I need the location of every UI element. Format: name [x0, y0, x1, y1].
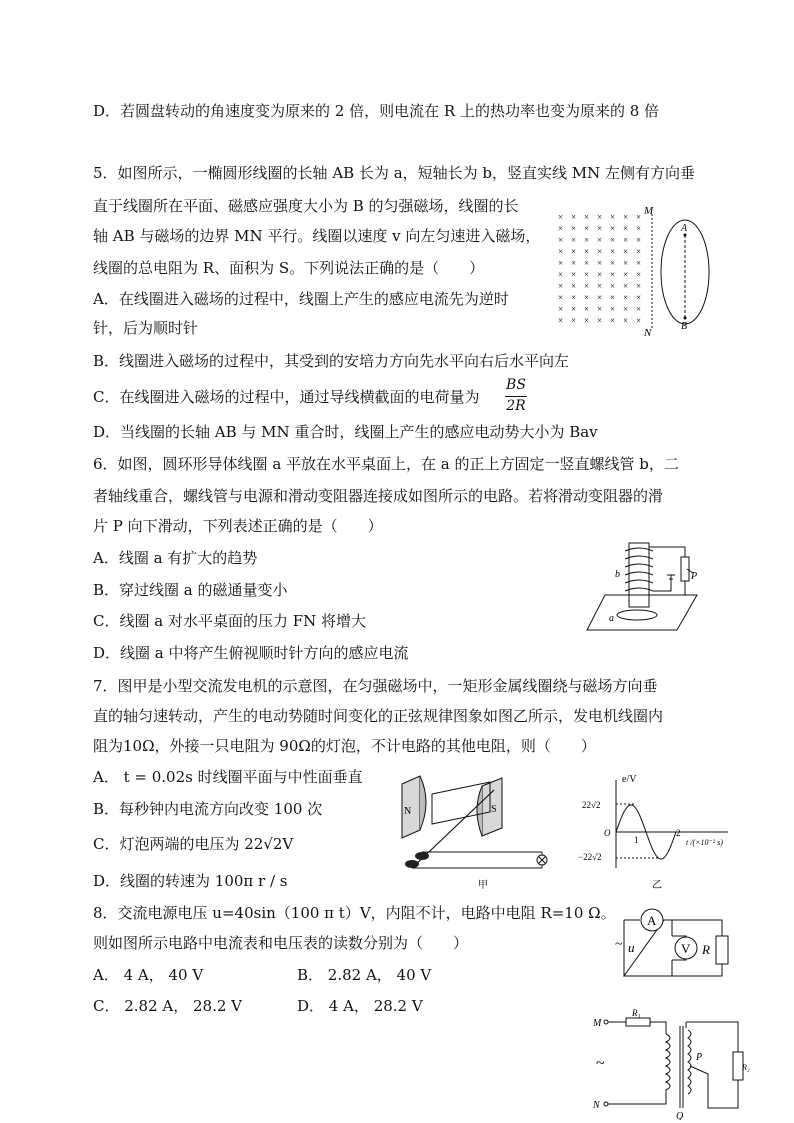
label-p: P	[696, 1052, 703, 1063]
field-cross: ×	[571, 269, 577, 280]
q7-emf-graph	[560, 772, 740, 892]
q7-option-a: A． t = 0.02s 时线圈平面与中性面垂直	[93, 768, 363, 786]
field-cross: ×	[636, 246, 642, 257]
field-cross: ×	[636, 292, 642, 303]
field-cross: ×	[584, 292, 590, 303]
field-cross: ×	[636, 258, 642, 268]
q5-option-b: B．线圈进入磁场的过程中，其受到的安培力方向先水平向右后水平向左	[93, 352, 570, 370]
label-a: A	[681, 223, 688, 234]
field-cross: ×	[584, 315, 590, 326]
field-cross: ×	[636, 235, 642, 245]
field-cross: ×	[636, 315, 642, 326]
y-min-label: −22√2	[578, 852, 602, 862]
field-cross: ×	[558, 235, 564, 245]
field-cross: ×	[597, 304, 603, 314]
q7-stem-1: 7．图甲是小型交流发电机的示意图，在匀强磁场中，一矩形金属线圈绕与磁场方向垂	[93, 677, 658, 695]
source-label: u	[628, 940, 635, 955]
field-cross: ×	[597, 246, 603, 257]
q5-option-c: C．在线圈进入磁场的过程中，通过导线横截面的电荷量为	[93, 388, 480, 406]
q5-stem-2: 直于线圈所在平面、磁感应强度大小为 B 的匀强磁场，线圈的长	[93, 197, 519, 215]
field-cross: ×	[610, 212, 616, 222]
field-cross: ×	[558, 292, 564, 303]
slip-ring-2	[405, 860, 419, 868]
field-cross: ×	[623, 304, 629, 314]
field-cross: ×	[571, 235, 577, 245]
ac-source-symbol: ~	[615, 937, 623, 952]
q5-option-a-1: A．在线圈进入磁场的过程中，线圈上产生的感应电流先为逆时	[93, 290, 509, 308]
field-cross: ×	[623, 258, 629, 268]
secondary-wires	[686, 1022, 738, 1108]
field-cross: ×	[610, 269, 616, 280]
field-cross: ×	[584, 281, 590, 291]
q9-transformer-circuit	[588, 1008, 758, 1120]
field-cross: ×	[597, 212, 603, 222]
resistor-r	[716, 936, 728, 964]
field-cross: ×	[610, 235, 616, 245]
label-a: a	[609, 613, 614, 624]
label-n: N	[593, 1100, 600, 1111]
field-cross: ×	[584, 304, 590, 314]
field-cross: ×	[610, 315, 616, 326]
q5-stem-1: 5．如图所示，一椭圆形线圈的长轴 AB 长为 a，短轴长为 b，竖直实线 MN 左侧有方向垂	[93, 164, 696, 182]
voltmeter-label: V	[681, 941, 691, 956]
field-cross: ×	[610, 292, 616, 303]
field-cross: ×	[636, 269, 642, 280]
label-n: N	[404, 806, 412, 817]
caption-jia: 甲	[478, 880, 488, 891]
label-n: N	[644, 327, 652, 339]
ammeter-label: A	[647, 913, 657, 928]
caption-yi: 乙	[652, 880, 662, 891]
tick-2: 2	[676, 828, 681, 838]
q8-circuit	[612, 900, 742, 996]
field-cross: ×	[610, 281, 616, 291]
label-b: B	[681, 321, 688, 332]
ring-a	[617, 610, 657, 620]
field-cross: ×	[610, 258, 616, 268]
primary-wires	[608, 1022, 666, 1104]
field-cross: ×	[623, 281, 629, 291]
resistor-r1	[626, 1018, 650, 1026]
field-cross: ×	[597, 315, 603, 326]
label-p: P	[691, 571, 698, 582]
field-cross: ×	[571, 246, 577, 257]
q7-stem-2: 直的轴匀速转动，产生的电动势随时间变化的正弦规律图象如图乙所示，发电机线圈内	[93, 707, 664, 725]
label-m: M	[644, 205, 654, 217]
magnet-n-face	[420, 776, 426, 830]
external-wires	[412, 852, 542, 868]
field-cross: ×	[597, 258, 603, 268]
field-cross: ×	[558, 304, 564, 314]
q8-stem-2: 则如图所示电路中电流表和电压表的读数分别为（ ）	[93, 934, 469, 952]
field-cross: ×	[571, 315, 577, 326]
field-cross: ×	[571, 223, 577, 234]
ac-source-symbol: ~	[596, 1055, 605, 1072]
terminal-n	[604, 1102, 608, 1106]
slip-ring-1	[415, 852, 429, 860]
q7-option-c: C．灯泡两端的电压为 22√2V	[93, 835, 294, 853]
field-cross: ×	[610, 223, 616, 234]
tick-1: 1	[634, 835, 639, 845]
q6-option-b: B．穿过线圈 a 的磁通量变小	[93, 581, 288, 599]
table	[587, 595, 697, 630]
q5-stem-3: 轴 AB 与磁场的边界 MN 平行。线圈以速度 v 向左匀速进入磁场，	[93, 227, 541, 245]
label-r2: R₂	[742, 1063, 750, 1072]
field-cross: ×	[558, 246, 564, 257]
field-cross: ×	[558, 258, 564, 268]
q5-option-d: D．当线圈的长轴 AB 与 MN 重合时，线圈上产生的感应电动势大小为 Bav	[93, 423, 598, 441]
field-cross: ×	[571, 281, 577, 291]
resistor-label: R	[702, 942, 710, 957]
q8-option-d: D． 4 A， 28.2 V	[297, 997, 423, 1015]
q7-option-b: B．每秒钟内电流方向改变 100 次	[93, 800, 323, 818]
field-cross: ×	[558, 223, 564, 234]
q6-stem-1: 6．如图，圆环形导体线圈 a 平放在水平桌面上，在 a 的正上方固定一竖直螺线管 b，二	[93, 455, 679, 473]
field-cross: ×	[597, 235, 603, 245]
field-cross: ×	[584, 223, 590, 234]
field-cross: ×	[610, 246, 616, 257]
q8-option-a: A． 4 A， 40 V	[93, 966, 204, 984]
field-cross: ×	[623, 246, 629, 257]
magnetic-field-crosses	[558, 212, 641, 326]
field-cross: ×	[636, 212, 642, 222]
field-cross: ×	[597, 281, 603, 291]
field-cross: ×	[584, 246, 590, 257]
q4-option-d: D．若圆盘转动的角速度变为原来的 2 倍，则电流在 R 上的热功率也变为原来的 8 倍	[93, 102, 660, 120]
field-cross: ×	[623, 223, 629, 234]
q8-stem-1: 8．交流电源电压 u=40sin（100 π t）V，内阻不计，电路中电阻 R=10 Ω。	[93, 904, 616, 922]
y-max-label: 22√2	[582, 800, 601, 810]
field-cross: ×	[558, 269, 564, 280]
point-b	[684, 317, 687, 320]
field-cross: ×	[623, 315, 629, 326]
field-cross: ×	[558, 281, 564, 291]
field-cross: ×	[571, 212, 577, 222]
field-cross: ×	[584, 212, 590, 222]
field-cross: ×	[636, 281, 642, 291]
q5-figure	[550, 200, 730, 340]
field-cross: ×	[571, 292, 577, 303]
field-cross: ×	[597, 269, 603, 280]
field-cross: ×	[571, 304, 577, 314]
q6-figure	[585, 535, 705, 635]
q8-option-b: B． 2.82 A， 40 V	[297, 966, 432, 984]
q5-option-a-2: 针，后为顺时针	[93, 319, 199, 337]
q7-generator-figure	[392, 772, 572, 892]
q6-stem-3: 片 P 向下滑动，下列表述正确的是（ ）	[93, 517, 383, 535]
label-q: Q	[676, 1111, 684, 1120]
q6-option-a: A．线圈 a 有扩大的趋势	[93, 549, 258, 567]
q7-option-d: D．线圈的转速为 100π r / s	[93, 872, 288, 890]
q5-fraction-bar	[505, 396, 527, 397]
transformer-coil	[666, 1030, 691, 1094]
label-r1: R₁	[632, 1008, 641, 1018]
label-s: S	[491, 804, 497, 815]
label-m: M	[593, 1018, 602, 1029]
origin-label: O	[604, 828, 611, 838]
q6-option-d: D．线圈 a 中将产生俯视顺时针方向的感应电流	[93, 644, 409, 662]
q5-fraction-numerator: BS	[506, 377, 526, 393]
field-cross: ×	[571, 258, 577, 268]
field-cross: ×	[610, 304, 616, 314]
field-cross: ×	[597, 292, 603, 303]
q6-stem-2: 者轴线重合，螺线管与电源和滑动变阻器连接成如图所示的电路。若将滑动变阻器的滑	[93, 487, 664, 505]
label-b: b	[615, 569, 620, 580]
q5-stem-4: 线圈的总电阻为 R、面积为 S。下列说法正确的是（ ）	[93, 259, 485, 277]
field-cross: ×	[558, 315, 564, 326]
terminal-m	[604, 1020, 608, 1024]
q8-option-c: C． 2.82 A， 28.2 V	[93, 997, 243, 1015]
field-cross: ×	[558, 212, 564, 222]
q6-option-c: C．线圈 a 对水平桌面的压力 FN 将增大	[93, 612, 367, 630]
field-cross: ×	[623, 235, 629, 245]
x-axis-label: t /(×10⁻² s)	[686, 838, 723, 847]
field-cross: ×	[584, 269, 590, 280]
field-cross: ×	[584, 235, 590, 245]
field-cross: ×	[623, 269, 629, 280]
solenoid-b	[629, 543, 649, 607]
circuit-wires	[649, 547, 685, 595]
field-cross: ×	[584, 258, 590, 268]
field-cross: ×	[623, 212, 629, 222]
magnet-s-face	[477, 786, 482, 836]
q7-stem-3: 阻为10Ω，外接一只电阻为 90Ω的灯泡，不计电路的其他电阻，则（ ）	[93, 737, 596, 755]
field-cross: ×	[623, 292, 629, 303]
y-axis-label: e/V	[622, 774, 637, 785]
field-cross: ×	[636, 223, 642, 234]
q5-fraction-denominator: 2R	[506, 398, 526, 414]
field-cross: ×	[636, 304, 642, 314]
field-cross: ×	[597, 223, 603, 234]
